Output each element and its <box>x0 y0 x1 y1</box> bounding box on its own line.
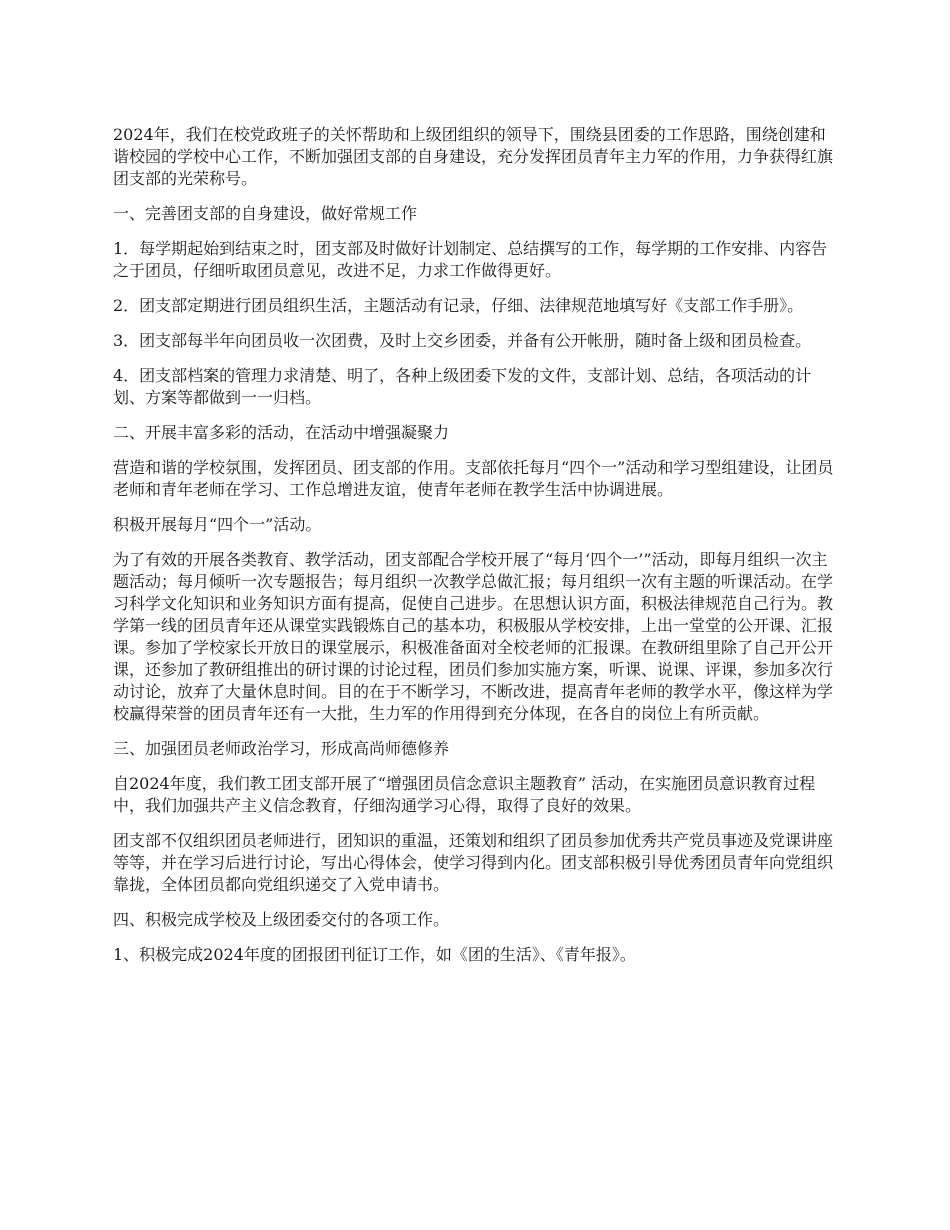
section-heading-3: 三、加强团员老师政治学习，形成高尚师德修养 <box>113 739 450 758</box>
intro-paragraph: 2024年，我们在校党政班子的关怀帮助和上级团组织的领导下，围绕县团委的工作思路，围绕创建和谐校园的学校中心工作，不断加强团支部的自身建设，充分发挥团员青年主力军的作用，力争获得红旗团支部的光荣称号。 <box>113 125 834 188</box>
body-paragraph: 积极开展每月“四个一”活动。 <box>113 515 322 534</box>
list-item-1-2: 2．团支部定期进行团员组织生活，主题活动有记录，仔细、法律规范地填写好《支部工作手册》。 <box>113 296 804 315</box>
body-paragraph: 营造和谐的学校氛围，发挥团员、团支部的作用。支部依托每月“四个一”活动和学习型组建设，让团员老师和青年老师在学习、工作总增进友谊，使青年老师在教学生活中协调进展。 <box>113 458 834 499</box>
section-heading-2: 二、开展丰富多彩的活动，在活动中增强凝聚力 <box>113 423 450 442</box>
body-paragraph: 自2024年度，我们教工团支部开展了“增强团员信念意识主题教育” 活动，在实施团员意识教育过程中，我们加强共产主义信念教育，仔细沟通学习心得，取得了良好的效果。 <box>113 774 816 815</box>
list-item-1-1: 1．每学期起始到结束之时，团支部及时做好计划制定、总结撰写的工作，每学期的工作安排、内容告之于团员，仔细听取团员意见，改进不足，力求工作做得更好。 <box>113 239 828 280</box>
list-item-1-4: 4．团支部档案的管理力求清楚、明了，各种上级团委下发的文件，支部计划、总结，各项活动的计划、方案等都做到一一归档。 <box>113 366 812 407</box>
list-item-1-3: 3．团支部每半年向团员收一次团费，及时上交乡团委，并备有公开帐册，随时备上级和团员检查。 <box>113 331 812 350</box>
document-body <box>113 124 839 979</box>
body-paragraph: 为了有效的开展各类教育、教学活动，团支部配合学校开展了“每月‘四个一’”活动，即每月组织一次主题活动；每月倾听一次专题报告；每月组织一次教学总做汇报；每月组织一次有主题的听课活动。在学习科学文化知识和业务知识方面有提高，促使自己进步。在思想认识方面，积极法律规范自己行为。教学第一线的团员青年还从课堂实践锻炼自己的基本功，积极服从学校安排，上出一堂堂的公开课、汇报课。参加了学校家长开放日的课堂展示，积极准备面对全校老师的汇报课。在教研组里除了自己开公开课，还参加了教研组推出的研讨课的讨论过程，团员们参加实施方案，听课、说课、评课，参加多次行动讨论，放弃了大量休息时间。目的在于不断学习，不断改进，提高青年老师的教学水平，像这样为学校赢得荣誉的团员青年还有一大批，生力军的作用得到充分体现，在各自的岗位上有所贡献。 <box>113 550 834 723</box>
section-heading-1: 一、完善团支部的自身建设，做好常规工作 <box>113 204 418 223</box>
section-heading-4: 四、积极完成学校及上级团委交付的各项工作。 <box>113 910 450 929</box>
body-paragraph: 团支部不仅组织团员老师进行，团知识的重温，还策划和组织了团员参加优秀共产党员事迹及党课讲座等等，并在学习后进行讨论，写出心得体会，使学习得到内化。团支部积极引导优秀团员青年向党组织靠拢，全体团员都向党组织递交了入党申请书。 <box>113 831 834 894</box>
list-item-4-1: 1、积极完成2024年度的团报团刊征订工作，如《团的生活》、《青年报》。 <box>113 945 636 964</box>
